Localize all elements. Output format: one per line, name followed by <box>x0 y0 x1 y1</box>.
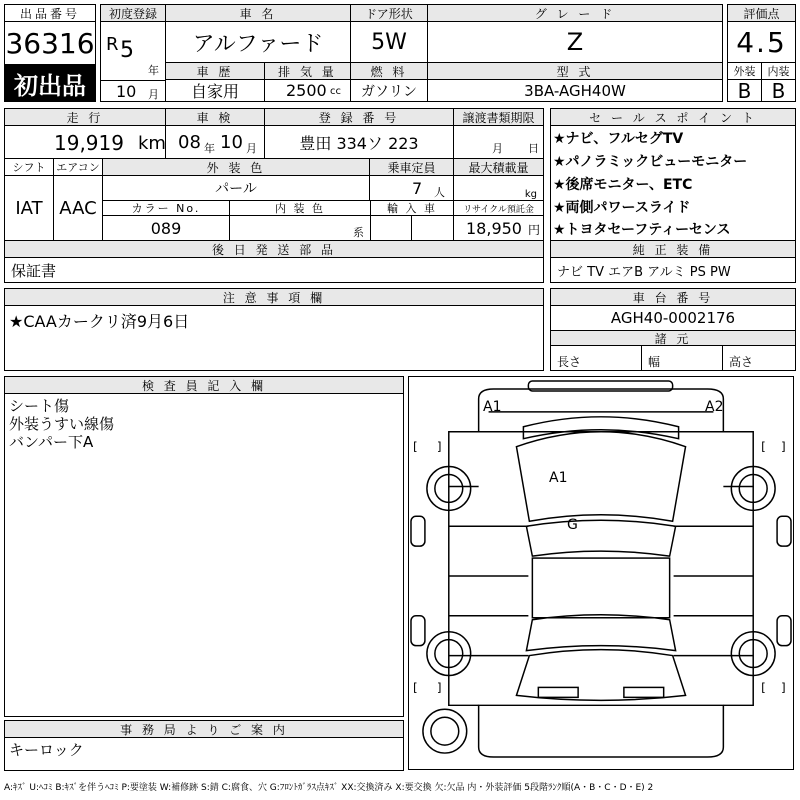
tire-icons <box>423 467 775 754</box>
first-reg-label: 初度登録 <box>100 4 166 22</box>
reg-no: 豊田 334ソ 223 <box>264 125 454 159</box>
equipment-label: 純 正 装 備 <box>550 240 796 258</box>
svg-text:]: ] <box>781 680 786 695</box>
svg-text:]: ] <box>781 439 786 454</box>
delivery-label: 後 日 発 送 部 品 <box>4 240 544 258</box>
import-box <box>370 215 412 241</box>
delivery: 保証書 <box>4 257 544 283</box>
inspector-label: 検 査 員 記 入 欄 <box>4 376 404 394</box>
shift: IAT <box>4 175 54 241</box>
sales-point: ★トヨタセーフティーセンス <box>553 222 731 238</box>
color-no-label: カラー No. <box>102 200 230 216</box>
chassis-label: 車 台 番 号 <box>550 288 796 306</box>
inspection-month: 10 <box>220 132 243 153</box>
ext-color: パール <box>102 175 370 201</box>
transfer-month-unit: 月 <box>492 142 503 155</box>
door-label: ドア形状 <box>350 4 428 22</box>
svg-text:[: [ <box>412 439 418 454</box>
damage-mark: G <box>567 517 578 533</box>
displacement: 2500 <box>286 81 327 100</box>
lot-no-label: 出品番号 <box>4 4 96 22</box>
notes-text: ★CAAカークリ済9月6日 <box>9 312 190 331</box>
damage-mark: A2 <box>705 399 724 415</box>
max-load-label: 最大積載量 <box>453 158 544 176</box>
svg-text:]: ] <box>436 439 442 454</box>
displacement-label: 排 気 量 <box>264 62 351 80</box>
recycle-label: リサイクル預託金 <box>453 200 544 216</box>
inspection-month-unit: 月 <box>246 142 257 155</box>
inspector-line: シート傷 <box>9 397 70 415</box>
recycle: 18,950 <box>466 219 522 238</box>
ac-label: エアコン <box>53 158 103 176</box>
svg-text:[: [ <box>761 439 766 454</box>
mileage: 19,919 <box>54 131 124 155</box>
era: R <box>106 34 119 55</box>
first-listing-badge: 初出品 <box>4 64 96 102</box>
capacity-unit: 人 <box>434 186 445 199</box>
inspection-year-unit: 年 <box>204 142 215 155</box>
height-label: 高さ <box>722 345 796 371</box>
length-label: 長さ <box>550 345 642 371</box>
color-no: 089 <box>102 215 230 241</box>
sales-points-label: セ ー ル ス ポ イ ン ト <box>550 108 796 126</box>
history-label: 車 歴 <box>165 62 265 80</box>
chassis-no: AGH40-0002176 <box>550 305 796 331</box>
mileage-label: 走 行 <box>4 108 166 126</box>
inspection-label: 車 検 <box>165 108 265 126</box>
legend: A:ｷｽﾞ U:ﾍｺﾐ B:ｷｽﾞを伴うﾍｺﾐ P:要塗装 W:補修跡 S:錆 C:腐食、穴 G:ﾌﾛﾝﾄｶﾞﾗｽ点ｷｽﾞ XX:交換済み X:要交換 欠:欠品 内・外装評価 5段階ﾗﾝｸ順(A・B・C・D・E) 2 <box>4 783 654 793</box>
interior-label: 内装 <box>761 62 796 80</box>
inspection-year: 08 <box>178 132 201 153</box>
width-label: 幅 <box>641 345 723 371</box>
svg-text:]: ] <box>436 680 442 695</box>
score-label: 評価点 <box>727 4 796 22</box>
model-label: 型 式 <box>427 62 723 80</box>
damage-mark: A1 <box>483 399 502 415</box>
office-label: 事 務 局 よ り ご 案 内 <box>4 720 404 738</box>
import-label: 輸 入 車 <box>370 200 454 216</box>
ext-color-label: 外 装 色 <box>102 158 370 176</box>
int-color-unit: 系 <box>353 226 364 239</box>
car-name-label: 車 名 <box>165 4 351 22</box>
car-damage-diagram <box>408 376 794 770</box>
exterior-grade: B <box>727 79 762 102</box>
exterior-label: 外装 <box>727 62 762 80</box>
interior-grade: B <box>761 79 796 102</box>
capacity-label: 乗車定員 <box>369 158 454 176</box>
fuel-label: 燃 料 <box>350 62 428 80</box>
history: 自家用 <box>165 79 265 102</box>
ac: AAC <box>53 175 103 241</box>
sales-point: ★パノラミックビューモニター <box>553 154 748 170</box>
notes-label: 注 意 事 項 欄 <box>4 288 544 306</box>
damage-mark: A1 <box>549 470 568 486</box>
first-reg-month: 10 <box>116 82 137 101</box>
grade-label: グ レ ー ド <box>427 4 723 22</box>
lot-no: 36316 <box>4 21 96 65</box>
first-reg-year: 5 <box>120 38 134 63</box>
mileage-unit: km <box>138 133 166 154</box>
month-unit: 月 <box>148 88 159 101</box>
inspector-line: バンパー下A <box>9 433 94 451</box>
model: 3BA-AGH40W <box>427 79 723 102</box>
int-color-label: 内 装 色 <box>229 200 371 216</box>
office-text: キーロック <box>9 741 84 759</box>
shift-label: シフト <box>4 158 54 176</box>
car-outline <box>409 377 793 769</box>
sales-point: ★両側パワースライド <box>553 200 691 216</box>
score: 4.5 <box>727 21 796 63</box>
capacity: 7 <box>412 179 423 198</box>
inspector-line: 外装うすい線傷 <box>9 415 115 433</box>
grade: Z <box>427 21 723 63</box>
transfer-day-unit: 日 <box>528 142 539 155</box>
car-name: アルファード <box>165 21 351 63</box>
equipment: ナビ TV エアB アルミ PS PW <box>550 257 796 283</box>
svg-text:[: [ <box>412 680 418 695</box>
svg-text:[: [ <box>761 680 766 695</box>
import-box-2 <box>411 215 454 241</box>
fuel: ガソリン <box>350 79 428 102</box>
door: 5W <box>350 21 428 63</box>
transfer-label: 譲渡書類期限 <box>453 108 544 126</box>
max-load-unit: kg <box>524 189 537 200</box>
recycle-unit: 円 <box>528 223 541 237</box>
displacement-unit: cc <box>330 86 341 97</box>
sales-point: ★後席モニター、ETC <box>553 177 693 193</box>
int-color-box <box>229 215 371 241</box>
max-load-box <box>453 175 544 201</box>
year-unit: 年 <box>148 64 159 77</box>
sales-point: ★ナビ、フルセグTV <box>553 131 684 147</box>
reg-no-label: 登 録 番 号 <box>264 108 454 126</box>
dims-label: 諸 元 <box>550 330 796 346</box>
